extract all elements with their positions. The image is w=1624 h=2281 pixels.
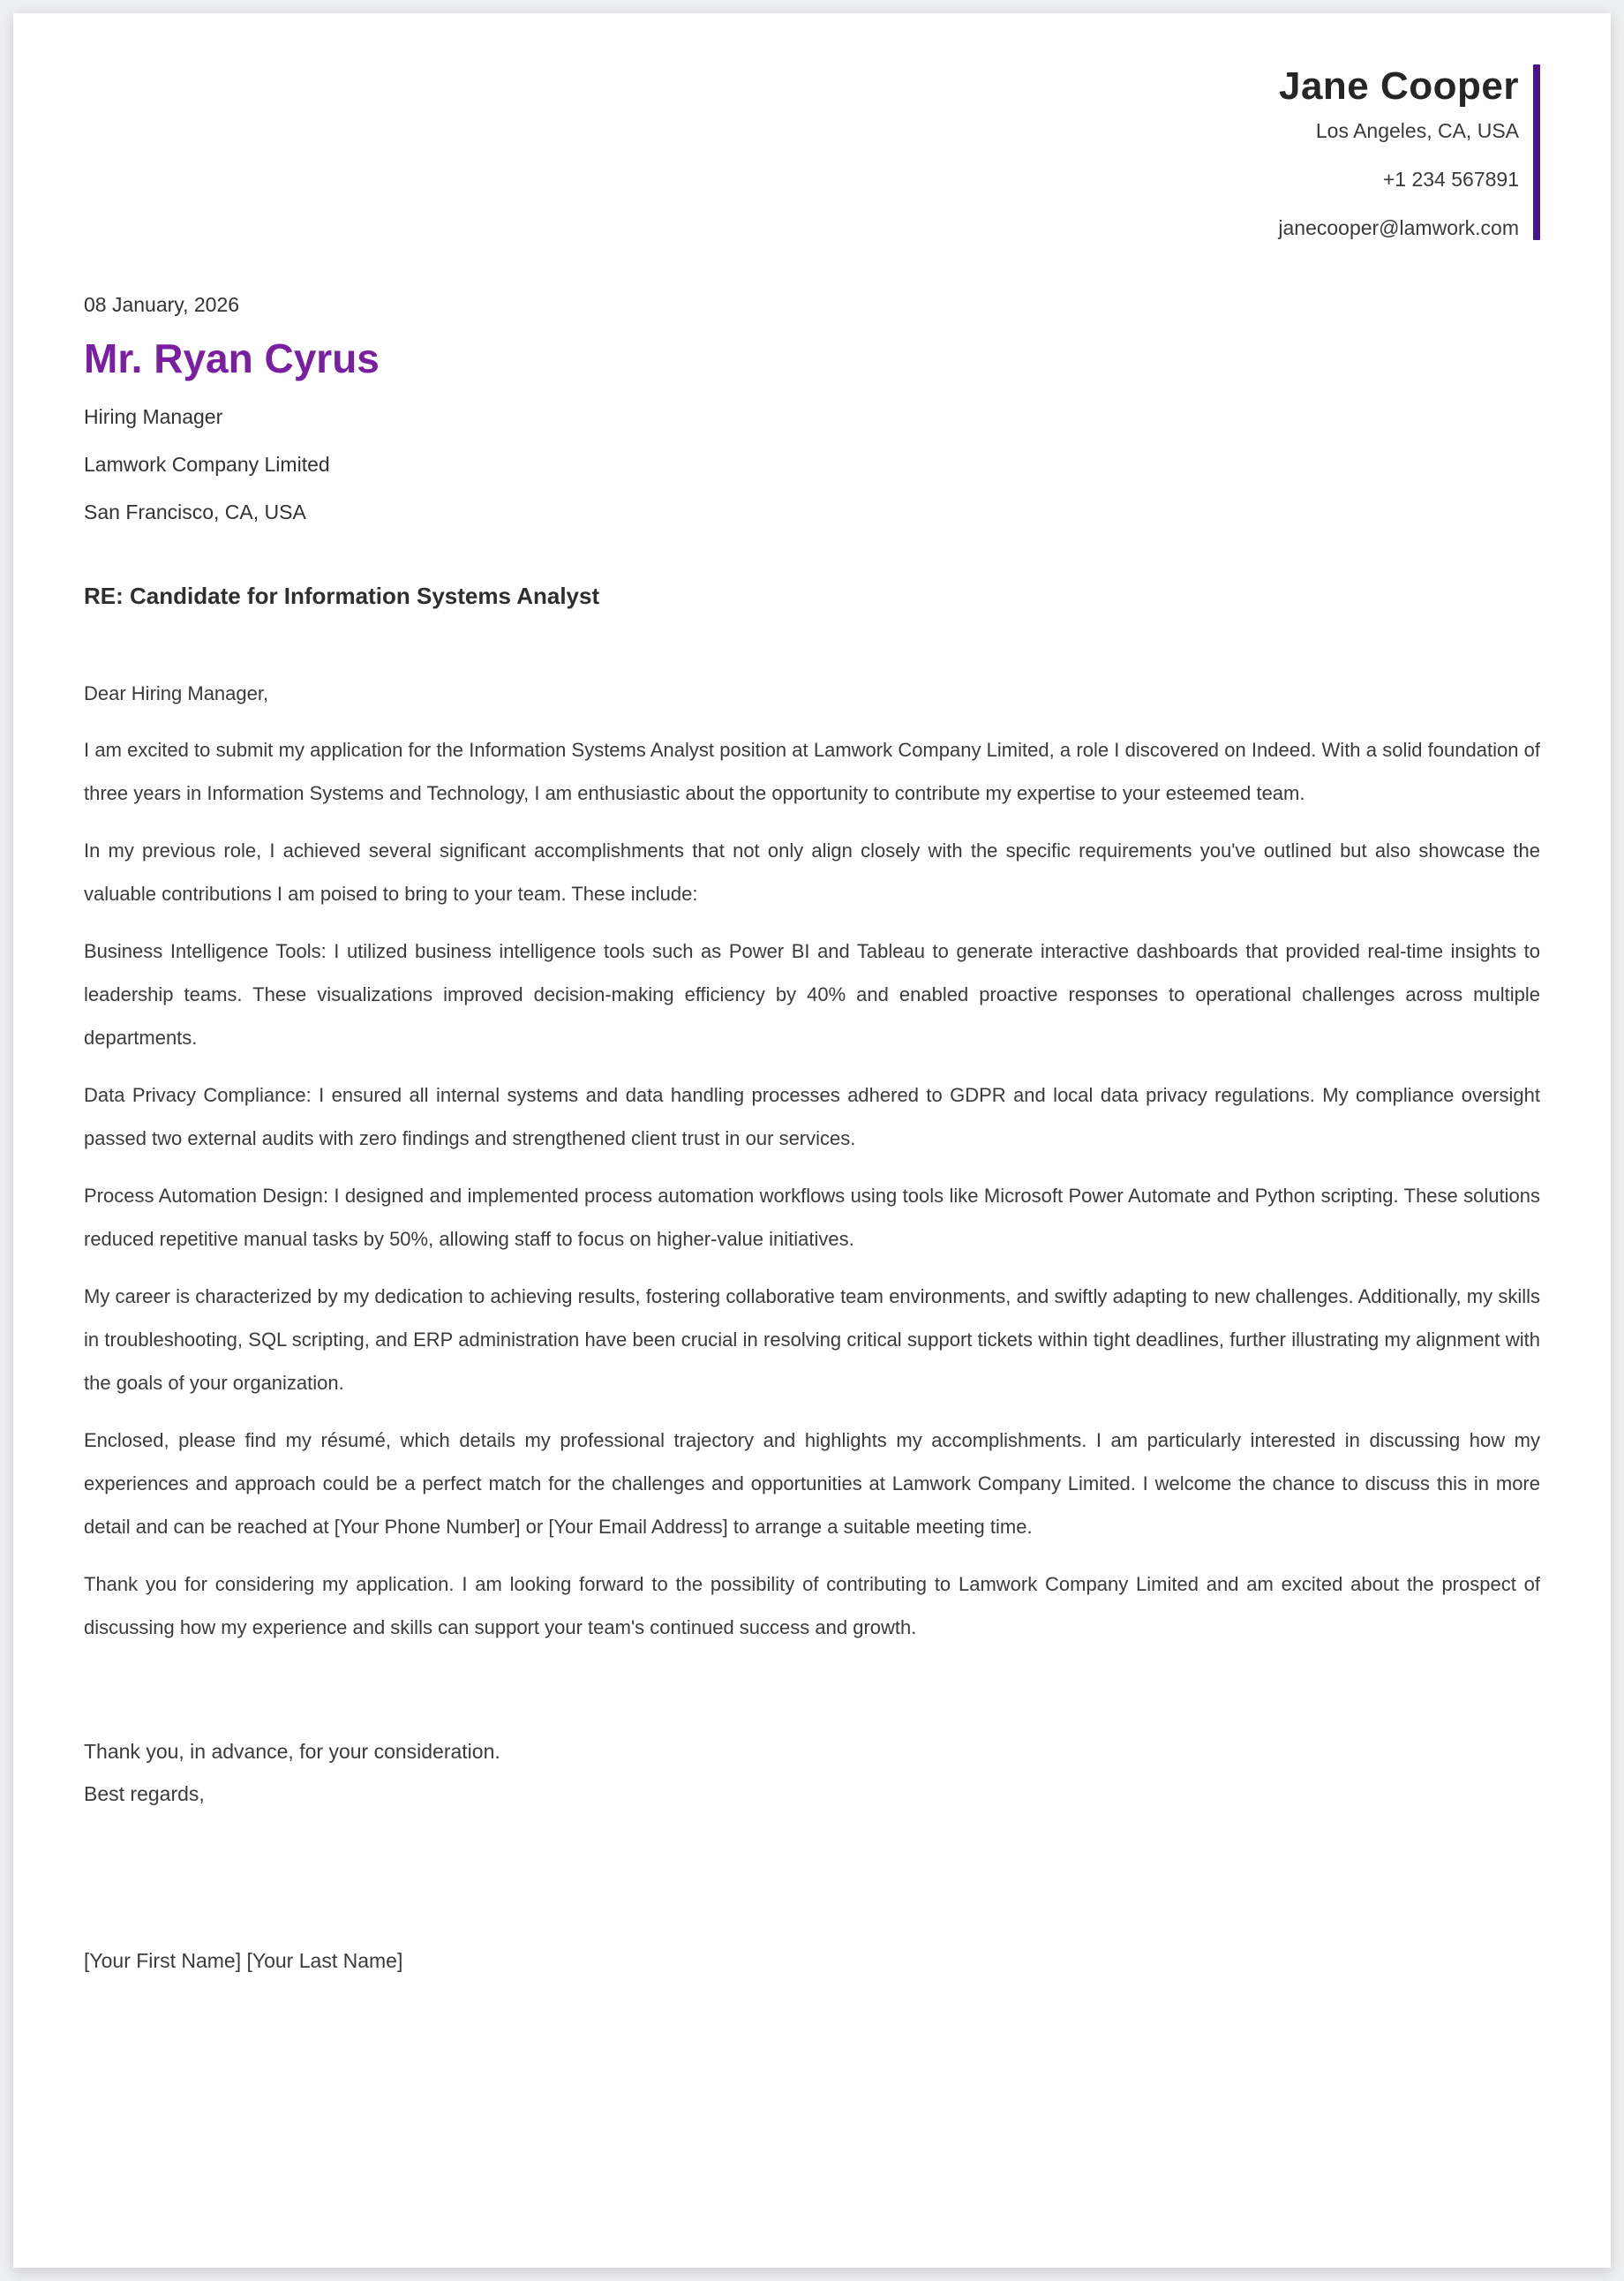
body-paragraphs (84, 728, 1540, 1649)
accent-bar (1533, 64, 1540, 240)
body-paragraph: Business Intelligence Tools: I utilized business intelligence tools such as Power BI and Tableau to generate interactive dashboards that provided real-time insights to leadership teams. These visualizations improved decision-making efficiency by 40% and enabled proactive responses to operational challenges across multiple departments. (84, 939, 1540, 1049)
body-paragraph: Enclosed, please find my résumé, which details my professional trajectory and highlights my accomplishments. I am particularly interested in discussing how my experiences and approach could be a perfect match for the challenges and opportunities at Lamwork Company Limited. I welcome the chance to discuss this in more detail and can be reached at [Your Phone Number] or [Your Email Address] to arrange a suitable meeting time. (84, 1428, 1540, 1538)
closing-block (84, 1730, 1540, 1815)
recipient-company: Lamwork Company Limited (84, 452, 330, 476)
salutation: Dear Hiring Manager, (84, 681, 269, 704)
letter-body (84, 672, 1540, 1649)
letterhead (84, 64, 1540, 240)
letterhead-location: Los Angeles, CA, USA (1315, 119, 1519, 143)
closing-thanks: Thank you, in advance, for your consideration. (84, 1739, 500, 1763)
subject-line: RE: Candidate for Information Systems Analyst (84, 582, 600, 609)
letterhead-text (1278, 64, 1519, 240)
letter-page (13, 13, 1611, 2268)
body-paragraph: Thank you for considering my application. I am looking forward to the possibility of contributing to Lamwork Company Limited and am excited about the prospect of discussing how my experience and skills can support your team's continued success and growth. (84, 1572, 1540, 1638)
body-paragraph: I am excited to submit my application for the Information Systems Analyst position at Lamwork Company Limited, a role I discovered on Indeed. With a solid foundation of three years in Information Systems and Technology, I am enthusiastic about the opportunity to contribute my expertise to your esteemed team. (84, 738, 1540, 804)
letterhead-email: janecooper@lamwork.com (1278, 216, 1519, 240)
body-paragraph: Data Privacy Compliance: I ensured all internal systems and data handling processes adhered to GDPR and local data privacy regulations. My compliance oversight passed two external audits with zero findings and strengthened client trust in our services. (84, 1083, 1540, 1149)
recipient-name: Mr. Ryan Cyrus (84, 335, 380, 382)
letterhead-phone: +1 234 567891 (1382, 168, 1519, 192)
closing-regards: Best regards, (84, 1781, 205, 1805)
body-paragraph: My career is characterized by my dedication to achieving results, fostering collaborative team environments, and swiftly adapting to new challenges. Additionally, my skills in troubleshooting, SQL scripting, and ERP administration have been crucial in resolving critical support tickets within tight deadlines, further illustrating my alignment with the goals of your organization. (84, 1284, 1540, 1394)
signature-placeholder: [Your First Name] [Your Last Name] (84, 1948, 403, 1972)
letter-date: 08 January, 2026 (84, 293, 240, 317)
body-paragraph: In my previous role, I achieved several significant accomplishments that not only align closely with the specific requirements you've outlined but also showcase the valuable contributions I am poised to bring to your team. These include: (84, 839, 1540, 905)
letterhead-name: Jane Cooper (1278, 64, 1519, 108)
recipient-location: San Francisco, CA, USA (84, 500, 306, 523)
body-paragraph: Process Automation Design: I designed and implemented process automation workflows using tools like Microsoft Power Automate and Python scripting. These solutions reduced repetitive manual tasks by 50%, allowing staff to focus on higher-value initiatives. (84, 1184, 1540, 1250)
recipient-title: Hiring Manager (84, 404, 223, 428)
